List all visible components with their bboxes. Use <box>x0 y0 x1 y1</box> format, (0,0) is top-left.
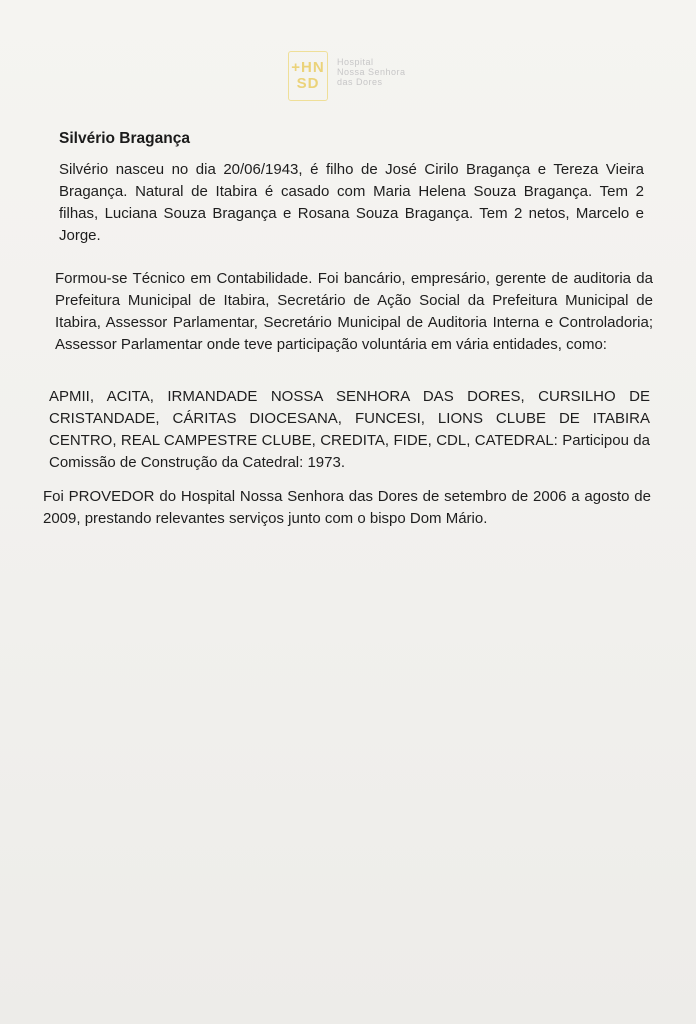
paragraph-provedor: Foi PROVEDOR do Hospital Nossa Senhora das Dores de setembro de 2006 a agosto de 2009, prestando relevantes serviços junto com o bispo Dom Mário. <box>43 488 651 527</box>
hnsd-logo-mark <box>288 51 328 101</box>
logo-mark-line: SD <box>296 75 320 92</box>
paragraph-career: Formou-se Técnico em Contabilidade. Foi bancário, empresário, gerente de auditoria da Prefeitura Municipal de Itabira, Secretário de Ação Social da Prefeitura Municipal de Itabira, Assessor Parlamentar, Secretário Municipal de Auditoria Interna e Controladoria; Assessor Parlamentar onde teve participação voluntária em vária entidades, como: <box>55 270 653 353</box>
logo-text-line: das Dores <box>337 77 383 87</box>
paragraph-biography: Silvério nasceu no dia 20/06/1943, é filho de José Cirilo Bragança e Tereza Vieira Bragança. Natural de Itabira é casado com Maria Helena Souza Bragança. Tem 2 filhas, Luciana Souza Bragança e Rosana Souza Bragança. Tem 2 netos, Marcelo e Jorge. <box>59 161 644 244</box>
document-title: Silvério Bragança <box>59 130 190 147</box>
logo-mark-line: +HN <box>291 59 325 76</box>
hospital-logo <box>288 51 406 101</box>
paragraph-entities: APMII, ACITA, IRMANDADE NOSSA SENHORA DAS DORES, CURSILHO DE CRISTANDADE, CÁRITAS DIOCESANA, FUNCESI, LIONS CLUBE DE ITABIRA CENTRO, REAL CAMPESTRE CLUBE, CREDITA, FIDE, CDL, CATEDRAL: Participou da Comissão de Construção da Catedral: 1973. <box>49 388 650 471</box>
logo-text <box>337 57 406 87</box>
logo-text-line: Hospital <box>337 57 374 67</box>
logo-text-line: Nossa Senhora <box>337 67 406 77</box>
